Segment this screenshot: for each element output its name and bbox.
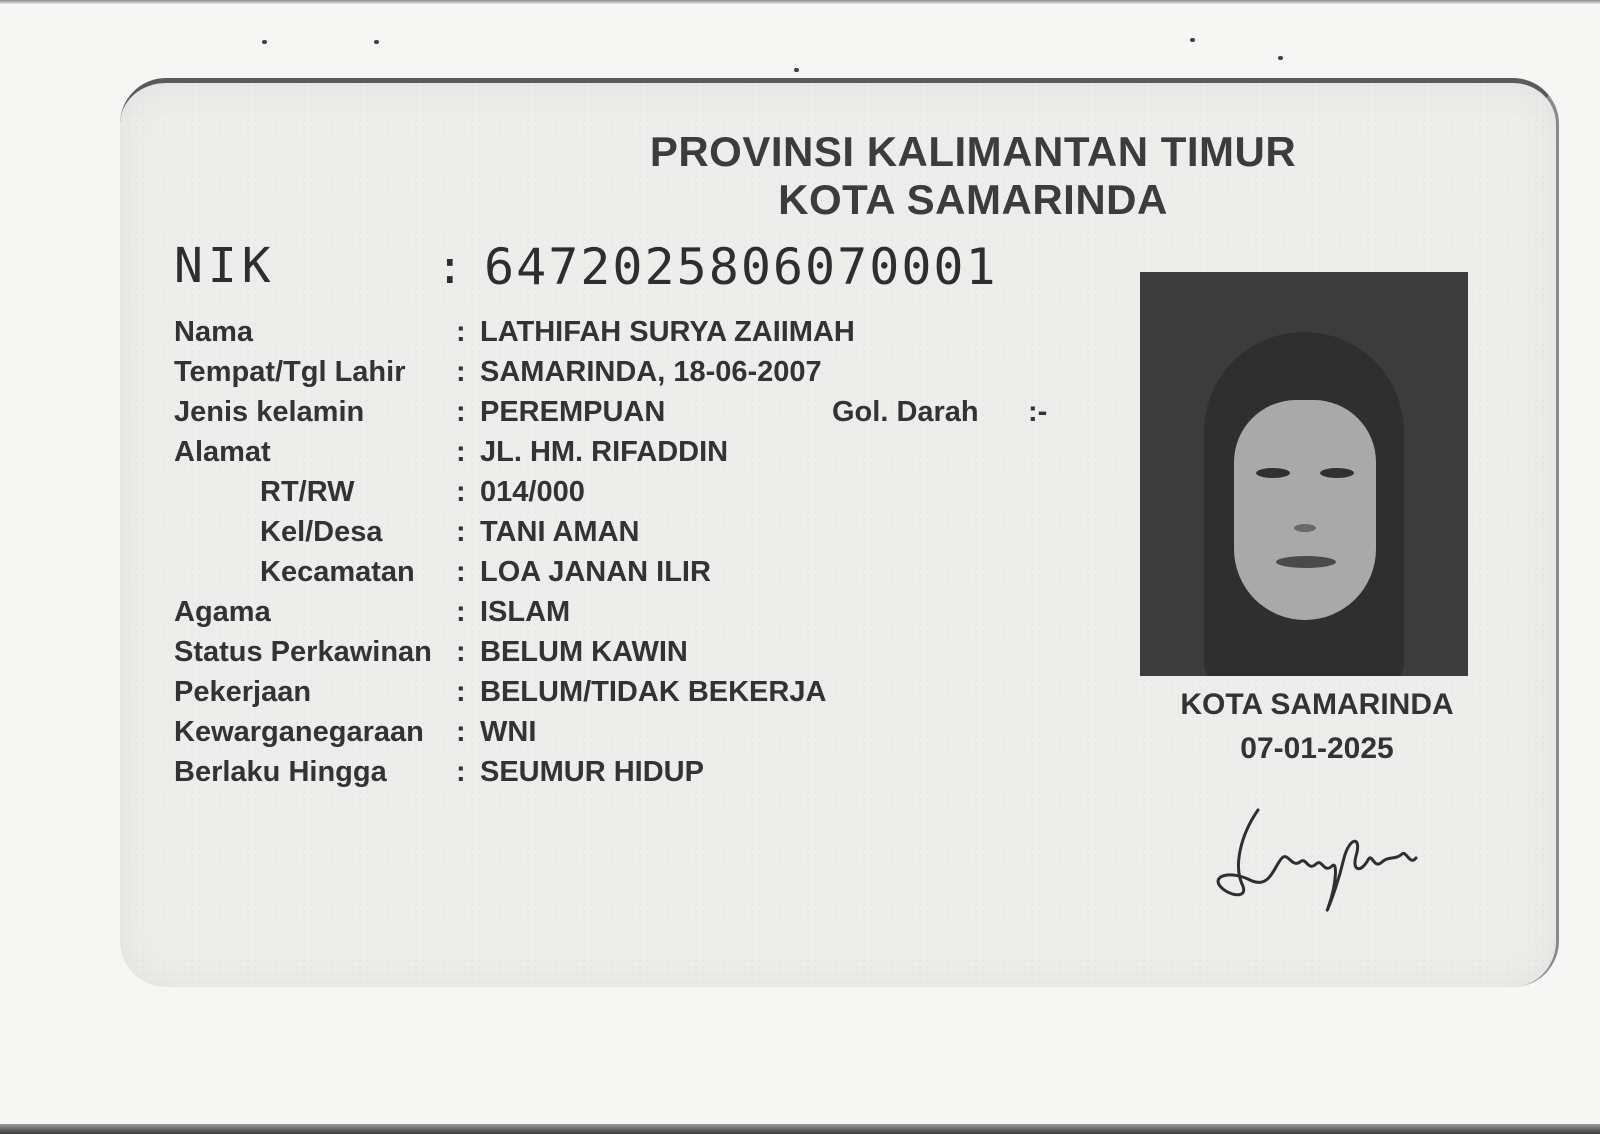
blood-type-value bbox=[1028, 396, 1047, 429]
field-label: RT/RW bbox=[260, 476, 355, 508]
issue-place: KOTA SAMARINDA bbox=[1180, 688, 1454, 721]
blood-type-text: - bbox=[1037, 396, 1048, 428]
field-separator: : bbox=[456, 716, 466, 748]
field-separator: : bbox=[1028, 396, 1038, 428]
scan-speck bbox=[262, 40, 267, 44]
nik-separator: : bbox=[436, 240, 464, 294]
field-value: 014/000 bbox=[480, 476, 585, 508]
field-label: Agama bbox=[174, 596, 271, 628]
field-separator: : bbox=[456, 596, 466, 628]
scan-edge-top bbox=[0, 0, 1600, 4]
field-value: TANI AMAN bbox=[480, 516, 640, 548]
field-value: ISLAM bbox=[480, 596, 571, 628]
field-value: JL. HM. RIFADDIN bbox=[480, 436, 729, 468]
field-value: PEREMPUAN bbox=[480, 396, 666, 428]
scan-speck bbox=[1278, 56, 1283, 60]
card-header bbox=[120, 128, 1556, 224]
nik-value: 6472025806070001 bbox=[484, 238, 998, 296]
province-title: PROVINSI KALIMANTAN TIMUR bbox=[649, 128, 1297, 175]
field-value: LOA JANAN ILIR bbox=[480, 556, 711, 588]
portrait-photo bbox=[1140, 272, 1468, 676]
photo-eye-right bbox=[1320, 468, 1354, 478]
field-label: Pekerjaan bbox=[174, 676, 312, 708]
scan-speck bbox=[374, 40, 379, 44]
scan-edge-bottom bbox=[0, 1124, 1600, 1134]
field-value: SEUMUR HIDUP bbox=[480, 756, 704, 788]
nik-label: NIK bbox=[174, 238, 276, 294]
field-separator: : bbox=[456, 436, 466, 468]
field-value: BELUM KAWIN bbox=[480, 636, 688, 668]
field-separator: : bbox=[456, 396, 466, 428]
field-separator: : bbox=[456, 676, 466, 708]
issue-date: 07-01-2025 bbox=[1240, 732, 1394, 765]
field-separator: : bbox=[456, 756, 466, 788]
field-label: Kewarganegaraan bbox=[174, 716, 424, 748]
field-separator: : bbox=[456, 476, 466, 508]
signature-icon bbox=[1210, 796, 1440, 926]
field-label: Nama bbox=[174, 316, 253, 348]
field-value: WNI bbox=[480, 716, 537, 748]
photo-eye-left bbox=[1256, 468, 1290, 478]
field-label: Jenis kelamin bbox=[174, 396, 365, 428]
field-separator: : bbox=[456, 556, 466, 588]
field-value: SAMARINDA, 18-06-2007 bbox=[480, 356, 822, 388]
field-separator: : bbox=[456, 356, 466, 388]
field-label: Kel/Desa bbox=[260, 516, 383, 548]
field-separator: : bbox=[456, 316, 466, 348]
scan-speck bbox=[1190, 38, 1195, 42]
field-label: Berlaku Hingga bbox=[174, 756, 387, 788]
photo-face-shape bbox=[1234, 400, 1376, 620]
field-separator: : bbox=[456, 516, 466, 548]
photo-nose bbox=[1294, 524, 1316, 532]
field-label: Tempat/Tgl Lahir bbox=[174, 356, 406, 388]
city-title: KOTA SAMARINDA bbox=[778, 176, 1168, 223]
field-separator: : bbox=[456, 636, 466, 668]
scan-speck bbox=[794, 68, 799, 72]
blood-type-label: Gol. Darah bbox=[832, 396, 979, 428]
field-label: Alamat bbox=[174, 436, 271, 468]
field-label: Status Perkawinan bbox=[174, 636, 432, 668]
photo-mouth bbox=[1276, 556, 1336, 568]
field-value: BELUM/TIDAK BEKERJA bbox=[480, 676, 827, 708]
field-value: LATHIFAH SURYA ZAIIMAH bbox=[480, 316, 855, 348]
field-label: Kecamatan bbox=[260, 556, 415, 588]
